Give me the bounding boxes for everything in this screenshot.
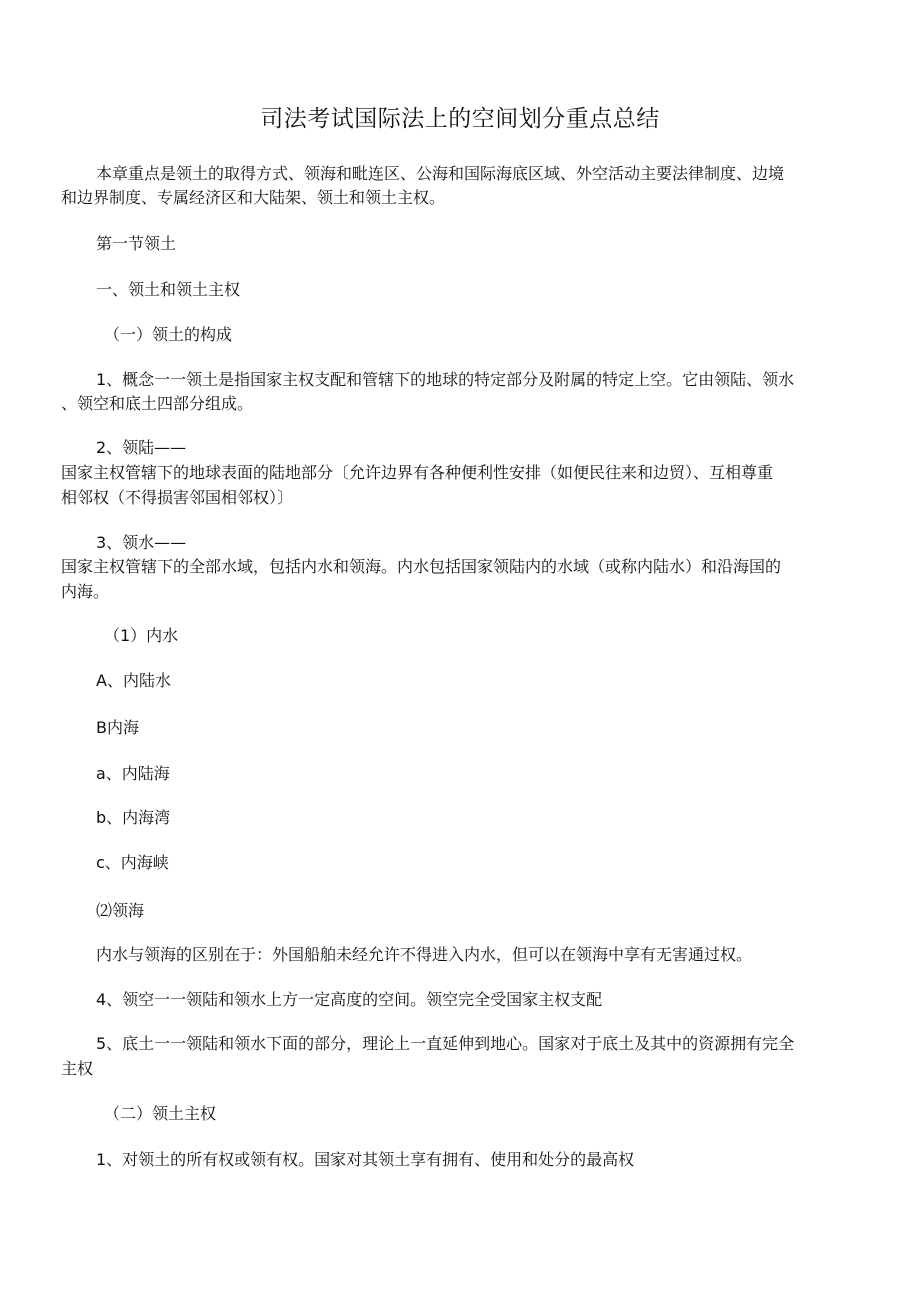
list-item-territorial-sea: ⑵领海 bbox=[96, 901, 145, 920]
list-item-inner-bay: b、内海湾 bbox=[96, 808, 171, 827]
list-item-inner-sea: B内海 bbox=[96, 718, 139, 737]
land-territory-label: 2、领陆—— bbox=[96, 438, 187, 457]
paragraph-subsoil-line-1: 5、底土一一领陆和领水下面的部分，理论上一直延伸到地心。国家对于底土及其中的资源拥有完全 bbox=[96, 1034, 795, 1053]
document-title: 司法考试国际法上的空间划分重点总结 bbox=[260, 106, 660, 132]
list-item-inland-sea: a、内陆海 bbox=[96, 764, 170, 783]
intro-line-1: 本章重点是领土的取得方式、领海和毗连区、公海和国际海底区域、外空活动主要法律制度、边境 bbox=[96, 164, 785, 183]
paragraph-difference: 内水与领海的区别在于：外国船舶未经允许不得进入内水，但可以在领海中享有无害通过权。 bbox=[96, 945, 753, 964]
paragraph-airspace: 4、领空一一领陆和领水上方一定高度的空间。领空完全受国家主权支配 bbox=[96, 990, 603, 1009]
land-territory-line-1: 国家主权管辖下的地球表面的陆地部分〔允许边界有各种便利性安排（如便民往来和边贸）、互相尊重 bbox=[61, 463, 774, 482]
list-item-inner-strait: c、内海峡 bbox=[96, 853, 169, 872]
waters-line-1: 国家主权管辖下的全部水域，包括内水和领海。内水包括国家领陆内的水域（或称内陆水）和沿海国的 bbox=[61, 557, 782, 576]
waters-label: 3、领水—— bbox=[96, 533, 187, 552]
land-territory-line-2: 相邻权（不得损害邻国相邻权）〕 bbox=[61, 488, 294, 507]
paragraph-subsoil-line-2: 主权 bbox=[61, 1059, 94, 1078]
section-heading: 第一节领土 bbox=[96, 234, 177, 253]
paragraph-concept-line-1: 1、概念一一领土是指国家主权支配和管辖下的地球的特定部分及附属的特定上空。它由领陆、领水 bbox=[96, 370, 795, 389]
waters-line-2: 内海。 bbox=[61, 582, 110, 601]
subheading-territorial-sovereignty: （二）领土主权 bbox=[104, 1104, 217, 1123]
subheading-territory-composition: （一）领土的构成 bbox=[104, 325, 233, 344]
heading-territory-sovereignty: 一、领土和领土主权 bbox=[96, 280, 241, 299]
list-item-internal-waters: （1）内水 bbox=[104, 626, 179, 645]
list-item-inland-water: A、内陆水 bbox=[96, 671, 171, 690]
paragraph-concept-line-2: 、领空和底土四部分组成。 bbox=[61, 394, 254, 413]
paragraph-ownership: 1、对领土的所有权或领有权。国家对其领土享有拥有、使用和处分的最高权 bbox=[96, 1150, 635, 1169]
intro-line-2: 和边界制度、专属经济区和大陆架、领土和领土主权。 bbox=[61, 188, 446, 207]
